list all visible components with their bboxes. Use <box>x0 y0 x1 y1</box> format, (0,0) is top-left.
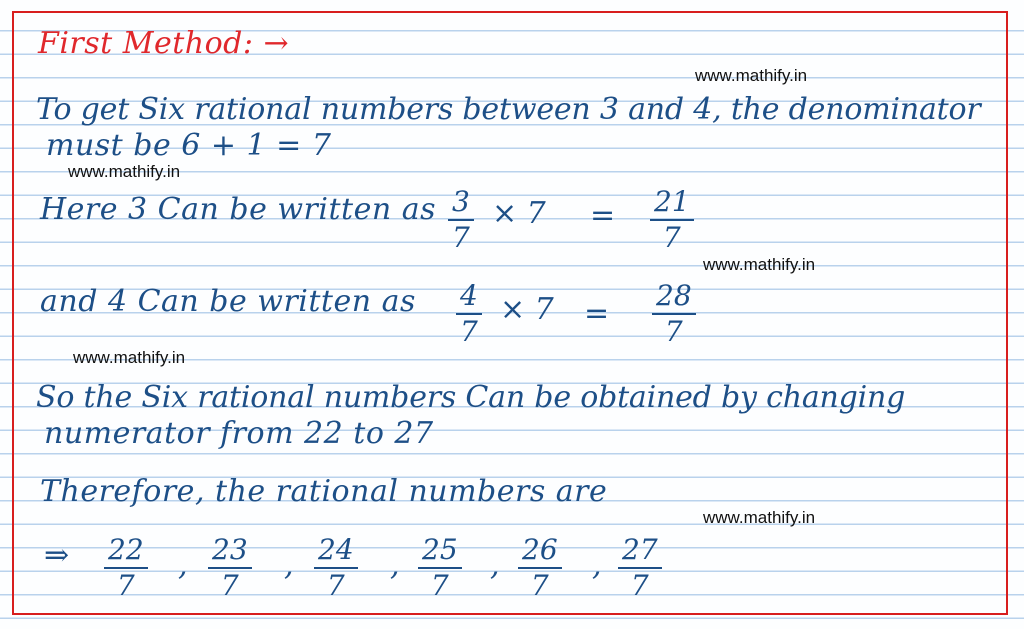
times-7: × 7 <box>492 196 546 231</box>
implies-icon: ⇒ <box>44 538 70 573</box>
answer-fraction: 26 7 <box>518 536 562 600</box>
answer-fraction: 25 7 <box>418 536 462 600</box>
comma: , <box>490 548 500 583</box>
comma: , <box>284 548 294 583</box>
text-line-4: and 4 Can be written as <box>40 284 416 319</box>
text-line-6: numerator from 22 to 27 <box>44 416 434 451</box>
comma: , <box>390 548 400 583</box>
answer-fraction: 23 7 <box>208 536 252 600</box>
text-line-5: So the Six rational numbers Can be obtained by changing <box>36 380 906 415</box>
fraction-3-over-7: 3 7 <box>448 188 474 252</box>
comma: , <box>592 548 602 583</box>
watermark: www.mathify.in <box>695 66 808 85</box>
heading <box>38 26 289 61</box>
watermark: www.mathify.in <box>703 255 816 274</box>
equals-sign: = <box>584 296 610 331</box>
text-line-2: must be 6 + 1 = 7 <box>46 128 332 163</box>
answer-fraction: 24 7 <box>314 536 358 600</box>
text-line-3: Here 3 Can be written as <box>40 192 436 227</box>
answer-fraction: 22 7 <box>104 536 148 600</box>
text-line-1: To get Six rational numbers between 3 and 4, the denominator <box>36 92 981 127</box>
heading-text: First Method: <box>38 26 254 61</box>
equals-sign: = <box>590 198 616 233</box>
watermark: www.mathify.in <box>73 348 186 367</box>
answer-fraction: 27 7 <box>618 536 662 600</box>
fraction-4-over-7: 4 7 <box>456 282 482 346</box>
watermark: www.mathify.in <box>68 162 181 181</box>
arrow-icon: → <box>263 26 290 61</box>
comma: , <box>178 548 188 583</box>
fraction-28-over-7: 28 7 <box>652 282 696 346</box>
text-line-7: Therefore, the rational numbers are <box>40 474 608 509</box>
fraction-21-over-7: 21 7 <box>650 188 694 252</box>
times-7: × 7 <box>500 292 554 327</box>
watermark: www.mathify.in <box>703 508 816 527</box>
